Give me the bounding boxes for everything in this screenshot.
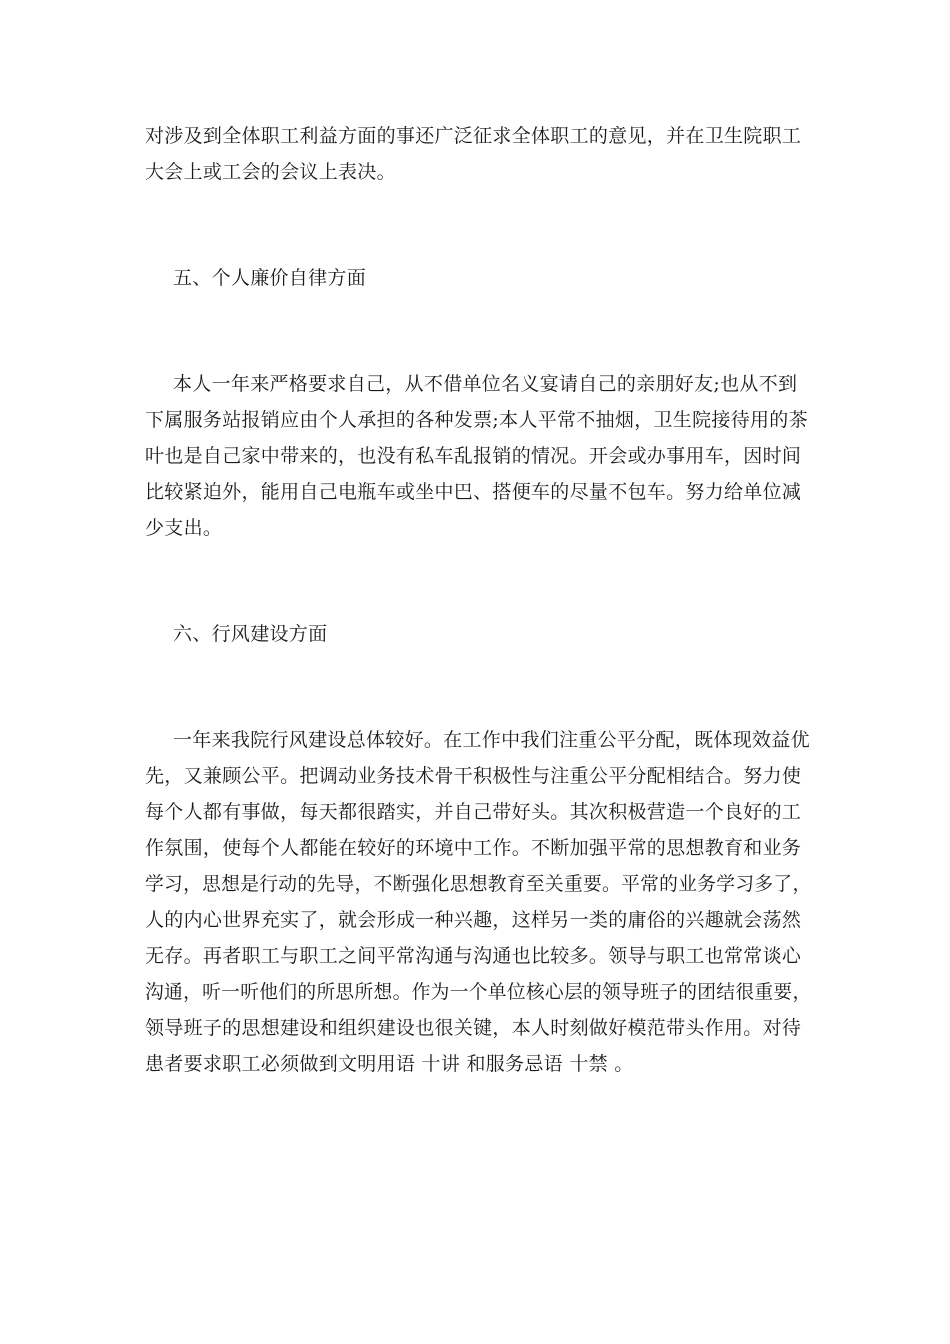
text-line: 无存。再者职工与职工之间平常沟通与沟通也比较多。领导与职工也常常谈心 (145, 945, 802, 967)
text-line: 人的内心世界充实了，就会形成一种兴趣，这样另一类的庸俗的兴趣就会荡然 (145, 909, 802, 931)
paragraph-first-line: 本人一年来严格要求自己，从不借单位名义宴请自己的亲朋好友;也从不到 (173, 373, 798, 395)
text-line: 少支出。 (145, 517, 223, 539)
text-line: 比较紧迫外，能用自己电瓶车或坐中巴、搭便车的尽量不包车。努力给单位减 (145, 481, 802, 503)
text-line: 学习，思想是行动的先导，不断强化思想教育至关重要。平常的业务学习多了， (145, 873, 812, 895)
section-heading: 六、行风建设方面 (173, 623, 328, 645)
text-line: 患者要求职工必须做到文明用语 十讲 和服务忌语 十禁 。 (145, 1053, 634, 1075)
text-line: 先，又兼顾公平。把调动业务技术骨干积极性与注重公平分配相结合。努力使 (145, 765, 802, 787)
text-line: 大会上或工会的会议上表决。 (145, 161, 396, 183)
text-line: 下属服务站报销应由个人承担的各种发票;本人平常不抽烟，卫生院接待用的茶 (145, 409, 808, 431)
section-heading: 五、个人廉价自律方面 (173, 267, 367, 289)
text-line: 叶也是自己家中带来的，也没有私车乱报销的情况。开会或办事用车，因时间 (145, 445, 802, 467)
text-line: 沟通，听一听他们的所思所想。作为一个单位核心层的领导班子的团结很重要， (145, 981, 812, 1003)
paragraph-first-line: 一年来我院行风建设总体较好。在工作中我们注重公平分配，既体现效益优 (173, 729, 810, 751)
text-line: 作氛围，使每个人都能在较好的环境中工作。不断加强平常的思想教育和业务 (145, 837, 802, 859)
text-line: 对涉及到全体职工利益方面的事还广泛征求全体职工的意见，并在卫生院职工 (145, 125, 802, 147)
text-line: 每个人都有事做，每天都很踏实，并自己带好头。其次积极营造一个良好的工 (145, 801, 802, 823)
text-line: 领导班子的思想建设和组织建设也很关键，本人时刻做好模范带头作用。对待 (145, 1017, 802, 1039)
